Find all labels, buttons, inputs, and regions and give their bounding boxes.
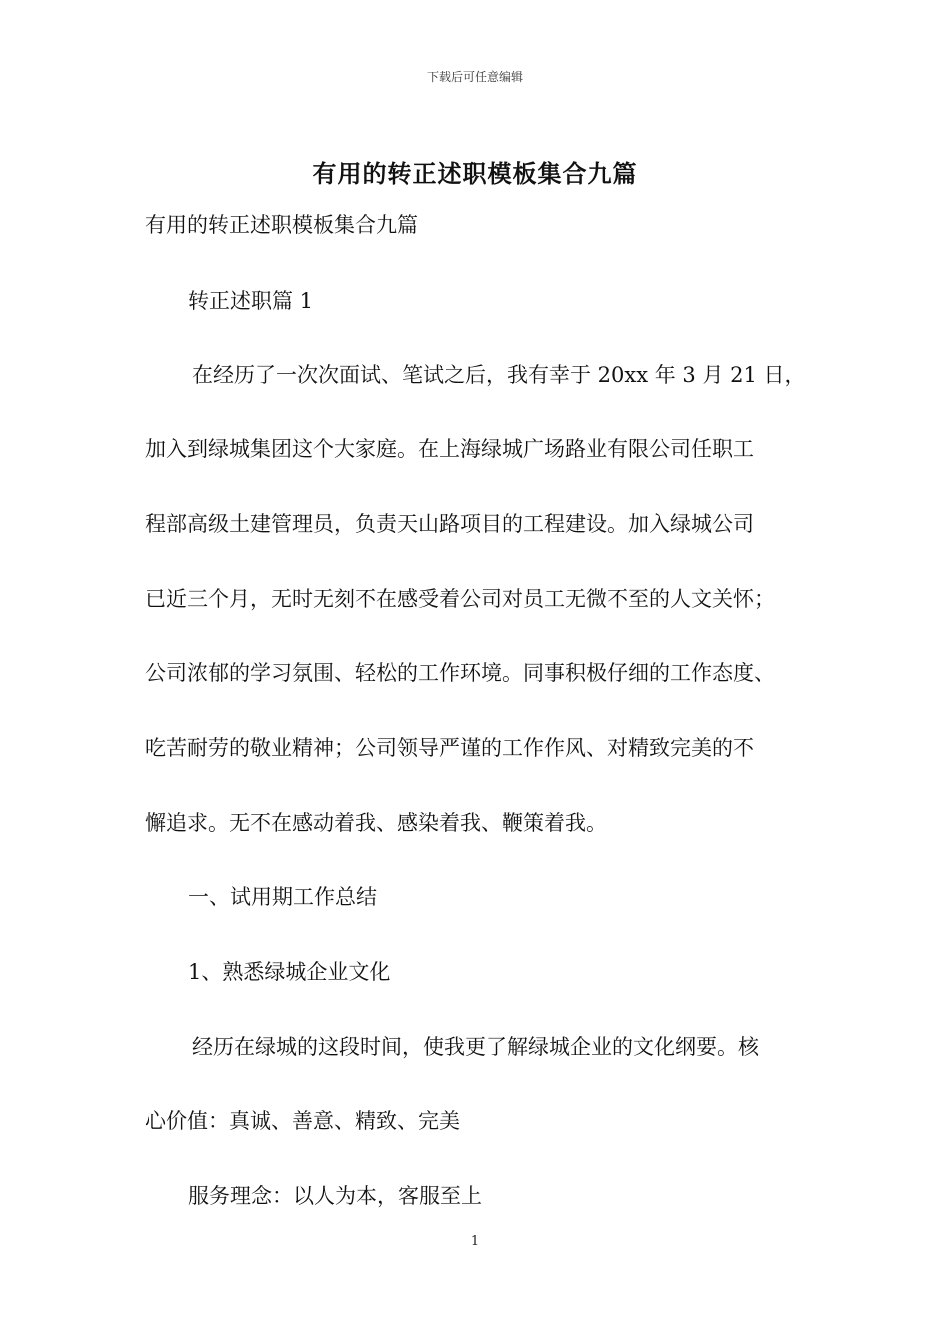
paragraph-line: 加入到绿城集团这个大家庭。在上海绿城广场路业有限公司任职工 [145,437,754,461]
subtitle-line: 有用的转正述职模板集合九篇 [145,213,418,237]
document-title: 有用的转正述职模板集合九篇 [312,159,638,188]
paragraph-line: 心价值：真诚、善意、精致、完美 [145,1109,460,1133]
paragraph-line: 服务理念：以人为本，客服至上 [188,1184,482,1208]
paragraph-line: 经历在绿城的这段时间，使我更了解绿城企业的文化纲要。核 [192,1035,759,1059]
paragraph-line: 懈追求。无不在感动着我、感染着我、鞭策着我。 [145,811,607,835]
paragraph-line: 程部高级土建管理员，负责天山路项目的工程建设。加入绿城公司 [145,512,754,536]
subsection-item: 1、熟悉绿城企业文化 [188,960,391,984]
page-number: 1 [470,1234,480,1249]
subsection-heading: 一、试用期工作总结 [188,885,377,909]
paragraph-line: 在经历了一次次面试、笔试之后，我有幸于 20xx 年 3 月 21 日， [192,363,806,387]
paragraph-line: 公司浓郁的学习氛围、轻松的工作环境。同事积极仔细的工作态度、 [145,661,775,685]
section-heading: 转正述职篇 1 [188,289,314,313]
paragraph-line: 已近三个月，无时无刻不在感受着公司对员工无微不至的人文关怀； [145,587,775,611]
paragraph-line: 吃苦耐劳的敬业精神；公司领导严谨的工作作风、对精致完美的不 [145,736,754,760]
header-note: 下载后可任意编辑 [426,70,523,84]
